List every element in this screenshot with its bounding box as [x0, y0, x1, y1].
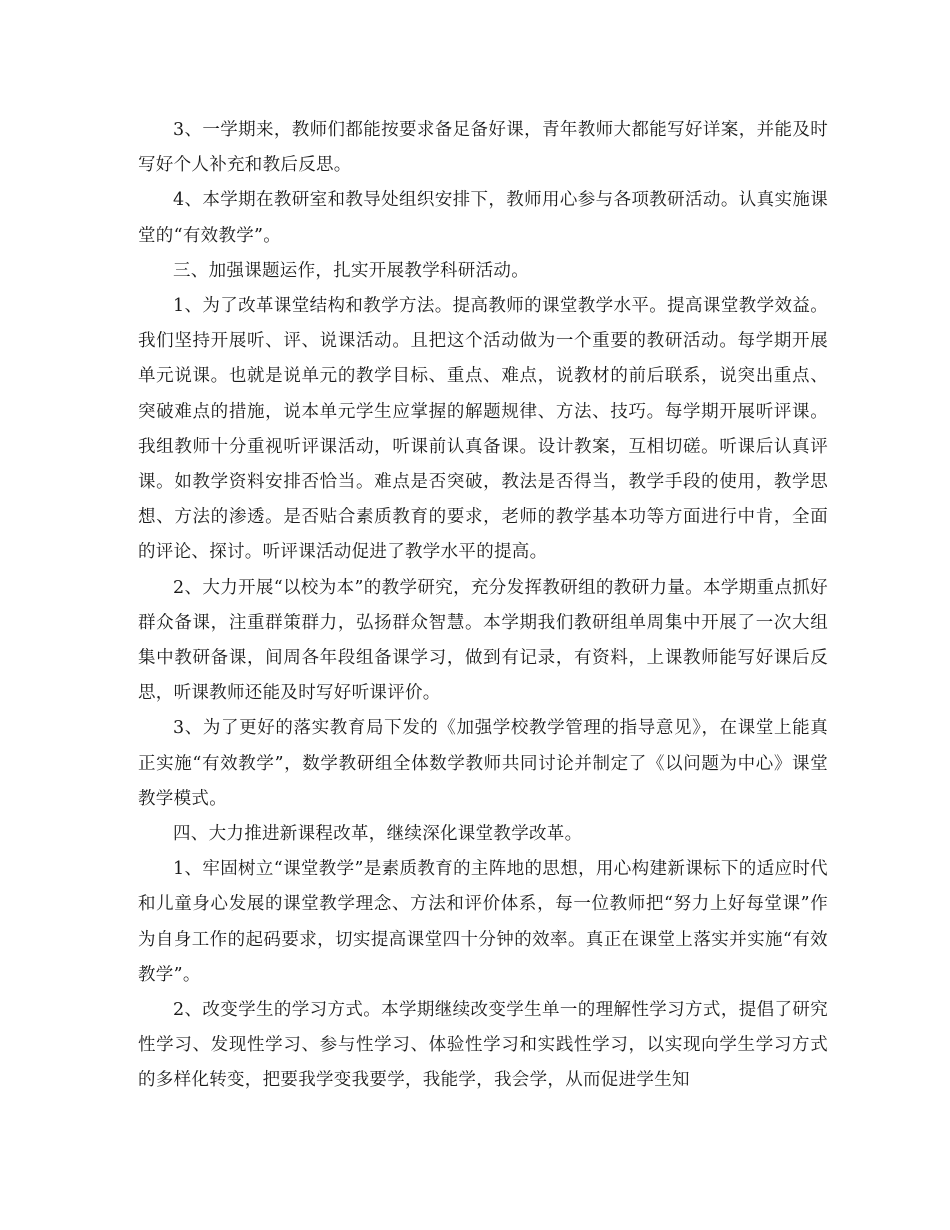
paragraph-teaching-model: 3、为了更好的落实教育局下发的《加强学校教学管理的指导意见》，在课堂上能真正实施“有效教学”，数学教研组全体数学教师共同讨论并制定了《以问题为中心》课堂教学模式。	[138, 718, 828, 809]
paragraph-classroom-teaching: 1、牢固树立“课堂教学”是素质教育的主阵地的思想，用心构建新课标下的适应时代和儿童身心发展的课堂教学理念、方法和评价体系，每一位教师把“努力上好每堂课”作为自身工作的起码要求，切实提高课堂四十分钟的效率。真正在课堂上落实并实施“有效教学”。	[138, 859, 828, 985]
paragraph-lesson-prep: 3、一学期来，教师们都能按要求备足备好课，青年教师大都能写好详案，并能及时写好个人补充和教后反思。	[138, 120, 828, 176]
paragraph-learning-methods: 2、改变学生的学习方式。本学期继续改变学生单一的理解性学习方式，提倡了研究性学习、发现性学习、参与性学习、体验性学习和实践性学习，以实现向学生学习方式的多样化转变，把要我学变我要学，我能学，我会学，从而促进学生知	[138, 1000, 828, 1091]
paragraph-lesson-review: 1、为了改革课堂结构和教学方法。提高教师的课堂教学水平。提高课堂教学效益。我们坚持开展听、评、说课活动。且把这个活动做为一个重要的教研活动。每学期开展单元说课。也就是说单元的教学目标、重点、难点，说教材的前后联系，说突出重点、突破难点的措施，说本单元学生应掌握的解题规律、方法、技巧。每学期开展听评课。我组教师十分重视听评课活动，听课前认真备课。设计教案，互相切磋。听课后认真评课。如教学资料安排否恰当。难点是否突破，教法是否得当，教学手段的使用，教学思想、方法的渗透。是否贴合素质教育的要求，老师的教学基本功等方面进行中肯，全面的评论、探讨。听评课活动促进了教学水平的提高。	[138, 296, 828, 563]
section-heading-4: 四、大力推进新课程改革，继续深化课堂教学改革。	[173, 824, 583, 845]
paragraph-school-based-research: 2、大力开展“以校为本”的教学研究，充分发挥教研组的教研力量。本学期重点抓好群众备课，注重群策群力，弘扬群众智慧。本学期我们教研组单周集中开展了一次大组集中教研备课，间周各年段组备课学习，做到有记录，有资料，上课教师能写好课后反思，听课教师还能及时写好听课评价。	[138, 577, 828, 704]
paragraph-research-activities: 4、本学期在教研室和教导处组织安排下，教师用心参与各项教研活动。认真实施课堂的“有效教学”。	[138, 190, 828, 246]
document-body	[138, 113, 828, 1099]
section-heading-3: 三、加强课题运作，扎实开展教学科研活动。	[173, 260, 529, 281]
